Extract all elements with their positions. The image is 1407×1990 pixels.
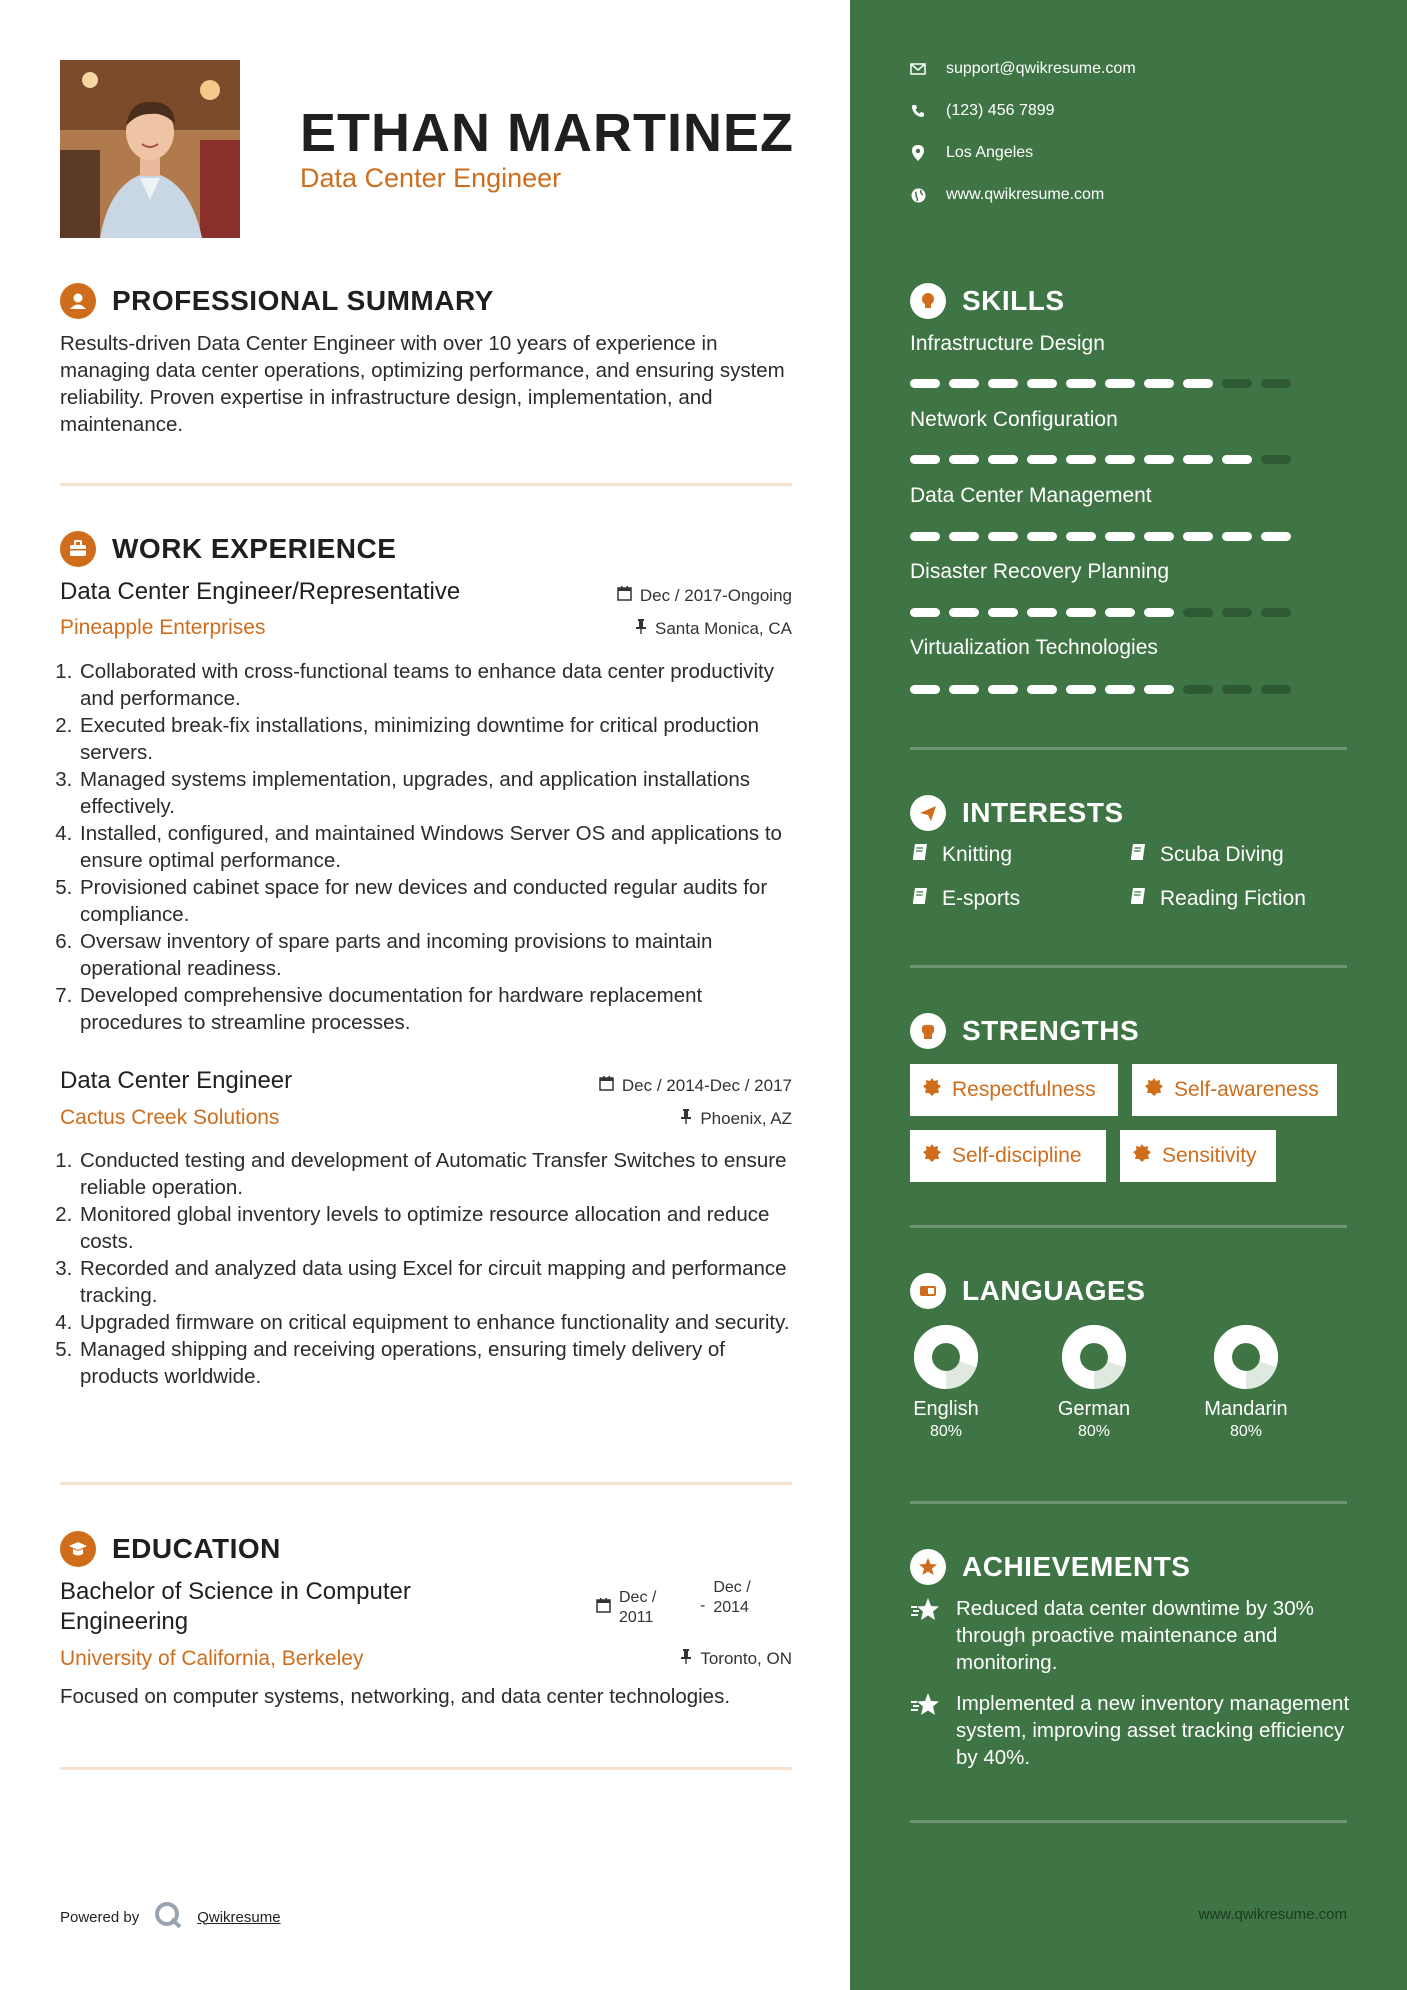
company-name: Cactus Creek Solutions (60, 1106, 280, 1129)
language-item (886, 1324, 1006, 1441)
job-bullets (60, 1147, 800, 1390)
skill-segment (1066, 455, 1096, 464)
graduation-cap-icon (60, 1531, 96, 1567)
skill-name: Data Center Management (910, 484, 1152, 507)
language-level: 80% (1229, 1423, 1263, 1440)
powered-by-text: Powered by (60, 1908, 140, 1926)
language-name: Mandarin (1204, 1398, 1288, 1420)
skill-rating (910, 685, 1291, 694)
contact-email (910, 60, 1136, 78)
skill-segment (1222, 608, 1252, 617)
skill-rating (910, 455, 1291, 464)
job-date-text: Dec / 2014-Dec / 2017 (621, 1076, 792, 1095)
list-item: 3. Managed systems implementation, upgrades, and application installations effectively. (78, 766, 800, 820)
envelope-icon (910, 61, 926, 77)
achievement-item (910, 1595, 1350, 1676)
skill-segment (1105, 608, 1135, 617)
paper-plane-icon (910, 795, 946, 831)
star-badge-icon (910, 1549, 946, 1585)
strength-badge (910, 1064, 1118, 1116)
work-heading (60, 531, 396, 567)
contact-location (910, 144, 1033, 162)
skill-segment (910, 379, 940, 388)
pin-icon (635, 619, 647, 639)
divider (910, 747, 1347, 750)
calendar-icon (596, 1598, 611, 1618)
skill-rating (910, 379, 1291, 388)
education-start-text: Dec / 2011 (619, 1589, 657, 1626)
badge-icon (922, 1077, 942, 1103)
skill-segment (988, 455, 1018, 464)
strength-label: Self-discipline (952, 1144, 1082, 1167)
skill-rating (910, 532, 1291, 541)
skill-segment (1027, 455, 1057, 464)
interest-item (1128, 886, 1306, 912)
job-bullets (60, 658, 800, 1036)
contact-location-text: Los Angeles (946, 144, 1034, 161)
globe-icon (910, 187, 926, 203)
skill-segment (1027, 685, 1057, 694)
skill-segment (910, 455, 940, 464)
list-item: 4. Installed, configured, and maintained Windows Server OS and applications to ensure optimal performance. (78, 820, 800, 874)
strength-badge (1120, 1130, 1276, 1182)
skill-segment (1222, 532, 1252, 541)
skills-title: SKILLS (962, 285, 1065, 316)
work-title: WORK EXPERIENCE (112, 533, 397, 564)
qwikresume-logo-icon (153, 1900, 183, 1934)
language-item (1034, 1324, 1154, 1441)
skill-segment (1066, 608, 1096, 617)
list-item: 3. Recorded and analyzed data using Excel for circuit mapping and performance tracking. (78, 1255, 800, 1309)
skill-segment (1144, 608, 1174, 617)
footer-branding (60, 1900, 281, 1934)
qwikresume-link[interactable]: Qwikresume (197, 1908, 281, 1926)
divider (910, 1501, 1347, 1504)
skill-segment (1183, 685, 1213, 694)
skill-segment (910, 532, 940, 541)
education-end-text: Dec / 2014 (713, 1579, 751, 1616)
skill-segment (1183, 608, 1213, 617)
skill-segment (1105, 685, 1135, 694)
briefcase-icon (60, 531, 96, 567)
skill-segment (1105, 532, 1135, 541)
achievements-heading (910, 1549, 1190, 1585)
strength-badge (910, 1130, 1106, 1182)
skill-name: Disaster Recovery Planning (910, 560, 1170, 583)
list-item: 5. Provisioned cabinet space for new devices and conducted regular audits for compliance. (78, 874, 800, 928)
education-location-text: Toronto, ON (700, 1649, 792, 1668)
language-level: 80% (1077, 1423, 1111, 1440)
skill-segment (910, 608, 940, 617)
star-icon (910, 1595, 942, 1676)
job-title: Data Center Engineer/Representative (60, 578, 461, 605)
education-text: Focused on computer systems, networking, and data center technologies. (60, 1685, 731, 1708)
divider (60, 1767, 792, 1770)
list-item: 1. Conducted testing and development of Automatic Transfer Switches to ensure reliable operation. (78, 1147, 800, 1201)
education-location (680, 1649, 792, 1669)
divider (910, 965, 1347, 968)
achievement-text: Implemented a new inventory management system, improving asset tracking efficiency by 40%. (956, 1692, 1350, 1769)
candidate-role: Data Center Engineer (300, 163, 562, 193)
skill-segment (1261, 455, 1291, 464)
list-item: 2. Executed break-fix installations, minimizing downtime for critical production servers. (78, 712, 800, 766)
skill-segment (949, 379, 979, 388)
contact-email-text: support@qwikresume.com (946, 60, 1136, 77)
language-ring (1213, 1324, 1279, 1390)
skill-segment (1027, 379, 1057, 388)
map-pin-icon (910, 145, 926, 161)
contact-phone-text: (123) 456 7899 (946, 102, 1055, 119)
skill-segment (1222, 455, 1252, 464)
skill-name: Network Configuration (910, 408, 1118, 431)
skill-segment (1261, 532, 1291, 541)
skill-segment (910, 685, 940, 694)
degree-name: Bachelor of Science in Computer Engineering (60, 1578, 411, 1635)
interests-heading (910, 795, 1124, 831)
language-ring (913, 1324, 979, 1390)
strengths-title: STRENGTHS (962, 1015, 1140, 1046)
interest-item (1128, 842, 1284, 868)
language-item (1186, 1324, 1306, 1441)
skill-segment (1183, 532, 1213, 541)
skill-segment (1222, 379, 1252, 388)
lightbulb-icon (910, 283, 946, 319)
skill-segment (1027, 608, 1057, 617)
strength-badge (1132, 1064, 1337, 1116)
job-location (635, 619, 792, 639)
user-icon (60, 283, 96, 319)
interest-item (910, 842, 1012, 868)
skill-segment (1105, 379, 1135, 388)
summary-title: PROFESSIONAL SUMMARY (112, 285, 494, 316)
skill-segment (949, 685, 979, 694)
skill-name: Infrastructure Design (910, 332, 1105, 355)
interests-title: INTERESTS (962, 797, 1124, 828)
languages-title: LANGUAGES (962, 1275, 1146, 1306)
skills-heading (910, 283, 1065, 319)
skill-segment (988, 379, 1018, 388)
achievement-text: Reduced data center downtime by 30% through proactive maintenance and monitoring. (956, 1597, 1314, 1674)
education-title: EDUCATION (112, 1533, 281, 1564)
ring-hole (1234, 1345, 1258, 1369)
contact-website-text: www.qwikresume.com (946, 186, 1105, 203)
job-location (680, 1109, 792, 1129)
translate-icon (910, 1273, 946, 1309)
list-item: 5. Managed shipping and receiving operations, ensuring timely delivery of products worldwide. (78, 1336, 800, 1390)
book-icon (910, 842, 930, 868)
pin-icon (680, 1649, 692, 1669)
achievement-item (910, 1690, 1350, 1771)
ring-hole (934, 1345, 958, 1369)
company-name: Pineapple Enterprises (60, 616, 266, 639)
book-icon (910, 886, 930, 912)
pin-icon (680, 1109, 692, 1129)
divider (910, 1225, 1347, 1228)
divider (60, 483, 792, 486)
education-end (700, 1578, 765, 1618)
profile-photo (60, 60, 240, 238)
skill-segment (988, 685, 1018, 694)
summary-heading (60, 283, 494, 319)
strength-label: Respectfulness (952, 1078, 1096, 1101)
skill-segment (1105, 455, 1135, 464)
date-separator: - (700, 1597, 706, 1614)
skill-segment (988, 532, 1018, 541)
book-icon (1128, 886, 1148, 912)
skill-segment (1144, 379, 1174, 388)
book-icon (1128, 842, 1148, 868)
sidebar (850, 0, 1407, 1990)
skill-segment (1183, 455, 1213, 464)
skill-segment (1183, 379, 1213, 388)
skill-name: Virtualization Technologies (910, 636, 1158, 659)
list-item: 1. Collaborated with cross-functional teams to enhance data center productivity and performance. (78, 658, 800, 712)
strengths-heading (910, 1013, 1139, 1049)
skill-segment (1222, 685, 1252, 694)
job-date-text: Dec / 2017-Ongoing (639, 586, 792, 605)
education-heading (60, 1531, 281, 1567)
list-item: 4. Upgraded firmware on critical equipment to enhance functionality and security. (78, 1309, 800, 1336)
skill-segment (1066, 532, 1096, 541)
strength-label: Sensitivity (1162, 1144, 1257, 1167)
skill-segment (1144, 532, 1174, 541)
interest-label: Knitting (942, 843, 1013, 866)
divider (60, 1482, 792, 1485)
calendar-icon (617, 586, 632, 606)
achievements-title: ACHIEVEMENTS (962, 1551, 1191, 1582)
skill-segment (1027, 532, 1057, 541)
language-level: 80% (929, 1423, 963, 1440)
job-location-text: Santa Monica, CA (654, 619, 792, 638)
list-item: 7. Developed comprehensive documentation for hardware replacement procedures to streamline processes. (78, 982, 800, 1036)
job-date (599, 1076, 792, 1096)
ring-hole (1082, 1345, 1106, 1369)
phone-icon (910, 103, 926, 119)
job-location-text: Phoenix, AZ (700, 1109, 792, 1128)
divider (910, 1820, 1347, 1823)
language-name: German (1057, 1398, 1131, 1420)
candidate-name: ETHAN MARTINEZ (300, 103, 794, 163)
list-item: 6. Oversaw inventory of spare parts and incoming provisions to maintain operational readiness. (78, 928, 800, 982)
footer-website: www.qwikresume.com (1198, 1906, 1347, 1923)
languages-heading (910, 1273, 1145, 1309)
skill-segment (1261, 608, 1291, 617)
language-name: English (913, 1398, 979, 1420)
skill-segment (1066, 685, 1096, 694)
interest-item (910, 886, 1020, 912)
strength-label: Self-awareness (1174, 1078, 1319, 1101)
skill-segment (949, 532, 979, 541)
fist-icon (910, 1013, 946, 1049)
skill-segment (1144, 685, 1174, 694)
skill-segment (988, 608, 1018, 617)
school-name: University of California, Berkeley (60, 1647, 364, 1670)
list-item: 2. Monitored global inventory levels to optimize resource allocation and reduce costs. (78, 1201, 800, 1255)
skill-segment (1261, 379, 1291, 388)
summary-text: Results-driven Data Center Engineer with over 10 years of experience in managing data center operations, optimizing performance, and ensuring system reliability. Proven expertise in infrastructure design, implementation, and maintenance. (60, 332, 785, 436)
job-date (617, 586, 792, 606)
interest-label: E-sports (942, 887, 1021, 910)
skill-rating (910, 608, 1291, 617)
interest-label: Scuba Diving (1160, 843, 1284, 866)
language-ring (1061, 1324, 1127, 1390)
contact-website (910, 186, 1104, 204)
badge-icon (922, 1143, 942, 1169)
skill-segment (1261, 685, 1291, 694)
badge-icon (1144, 1077, 1164, 1103)
skill-segment (1144, 455, 1174, 464)
contact-phone (910, 102, 1055, 120)
education-start (596, 1588, 667, 1628)
skill-segment (949, 455, 979, 464)
badge-icon (1132, 1143, 1152, 1169)
interest-label: Reading Fiction (1160, 887, 1306, 910)
job-title: Data Center Engineer (60, 1067, 293, 1094)
star-icon (910, 1690, 942, 1771)
calendar-icon (599, 1076, 614, 1096)
skill-segment (1066, 379, 1096, 388)
skill-segment (949, 608, 979, 617)
